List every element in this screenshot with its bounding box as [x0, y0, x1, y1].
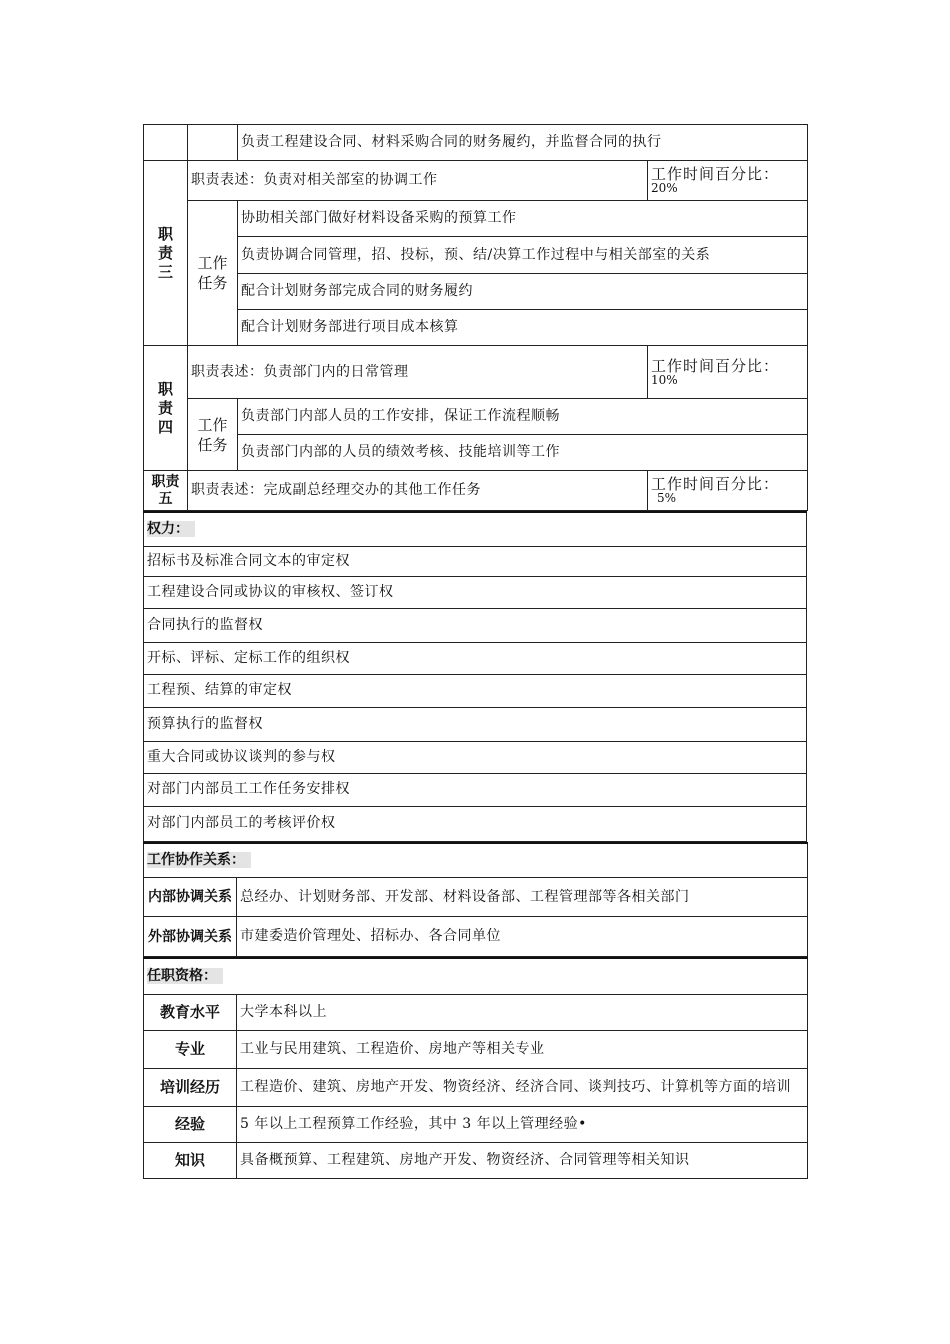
- duty5-percent-label: 工作时间百分比：: [651, 475, 780, 493]
- duty3-task-4: 配合计划财务部进行项目成本核算: [238, 310, 808, 346]
- authority-item: 对部门内部员工工作任务安排权: [144, 773, 807, 806]
- duty4-task-row: [144, 399, 808, 435]
- duty4-percent-value: 10%: [651, 372, 678, 387]
- duty5-label-text: 职责五: [151, 473, 180, 507]
- qualification-row: [144, 1106, 808, 1142]
- duty3-task-1: 协助相关部门做好材料设备采购的预算工作: [238, 201, 808, 237]
- authority-item: 开标、评标、定标工作的组织权: [144, 642, 807, 674]
- qualification-label: 专业: [144, 1030, 237, 1068]
- authority-item: 对部门内部员工的考核评价权: [144, 806, 807, 841]
- duty4-task-row: [144, 435, 808, 471]
- empty-cell: [188, 125, 238, 161]
- external-cooperation-value: 市建委造价管理处、招标办、各合同单位: [237, 917, 808, 957]
- duty5-label: [144, 471, 188, 511]
- duty3-task-row: [144, 310, 808, 346]
- duty3-task-row: [144, 201, 808, 237]
- qualifications-title: [144, 958, 808, 994]
- external-cooperation-row: [144, 917, 808, 957]
- duty4-label-text: 职责四: [157, 379, 173, 436]
- authority-item: 合同执行的监督权: [144, 608, 807, 642]
- qualifications-table: [143, 957, 808, 1179]
- qualification-value: 具备概预算、工程建筑、房地产开发、物资经济、合同管理等相关知识: [237, 1142, 808, 1178]
- qualification-row: [144, 1030, 808, 1068]
- duty4-tasks-label: [188, 399, 238, 471]
- authority-item: 预算执行的监督权: [144, 707, 807, 741]
- qualifications-title-text: 任职资格：: [147, 968, 223, 984]
- authority-row: [144, 576, 807, 608]
- duty4-task-1: 负责部门内部人员的工作安排，保证工作流程顺畅: [238, 399, 808, 435]
- duty3-description: 职责表述：负责对相关部室的协调工作: [188, 161, 648, 201]
- authority-row: [144, 608, 807, 642]
- duty4-description: 职责表述：负责部门内的日常管理: [188, 346, 648, 399]
- duty3-percent-cell: [648, 161, 808, 201]
- duty3-task-3: 配合计划财务部完成合同的财务履约: [238, 274, 808, 310]
- duty5-row: [144, 471, 808, 511]
- internal-cooperation-row: [144, 878, 808, 917]
- duty3-task-row: [144, 274, 808, 310]
- authority-row: [144, 707, 807, 741]
- authority-item: 招标书及标准合同文本的审定权: [144, 546, 807, 576]
- qualification-value: 大学本科以上: [237, 994, 808, 1030]
- qualification-value: 工程造价、建筑、房地产开发、物资经济、经济合同、谈判技巧、计算机等方面的培训: [237, 1068, 808, 1106]
- qualification-label: 教育水平: [144, 994, 237, 1030]
- authority-header-row: [144, 512, 807, 546]
- cooperation-header-row: [144, 843, 808, 878]
- duty5-description: 职责表述：完成副总经理交办的其他工作任务: [188, 471, 648, 511]
- qualification-label: 经验: [144, 1106, 237, 1142]
- duty3-tasks-label: [188, 201, 238, 346]
- internal-cooperation-label: 内部协调关系: [144, 878, 237, 917]
- authority-table: [143, 511, 807, 842]
- duty4-percent-label: 工作时间百分比：: [651, 356, 780, 375]
- duty4-tasks-label-text: 工作任务: [197, 415, 228, 454]
- duty-continuation-row: [144, 125, 808, 161]
- duty3-label: [144, 161, 188, 346]
- qualification-label: 培训经历: [144, 1068, 237, 1106]
- duty4-label: [144, 346, 188, 471]
- authority-row: [144, 773, 807, 806]
- duty3-task-row: [144, 237, 808, 274]
- duty3-label-text: 职责三: [157, 224, 173, 281]
- external-cooperation-label: 外部协调关系: [144, 917, 237, 957]
- duties-table: [143, 124, 808, 511]
- qualification-value: 5 年以上工程预算工作经验，其中 3 年以上管理经验•: [237, 1106, 808, 1142]
- authority-row: [144, 546, 807, 576]
- internal-cooperation-value: 总经办、计划财务部、开发部、材料设备部、工程管理部等各相关部门: [237, 878, 808, 917]
- duty5-percent-value: 5%: [657, 491, 677, 505]
- authority-item: 工程建设合同或协议的审核权、签订权: [144, 576, 807, 608]
- authority-title-text: 权力：: [147, 521, 195, 537]
- duty3-tasks-label-text: 工作任务: [197, 254, 228, 292]
- duty3-percent-label: 工作时间百分比：: [651, 165, 780, 183]
- qualifications-header-row: [144, 958, 808, 994]
- empty-cell: [144, 125, 188, 161]
- duty5-percent-cell: [648, 471, 808, 511]
- cooperation-title-text: 工作协作关系：: [147, 852, 251, 868]
- duty4-percent-cell: [648, 346, 808, 399]
- qualification-row: [144, 994, 808, 1030]
- authority-item: 重大合同或协议谈判的参与权: [144, 741, 807, 773]
- authority-row: [144, 741, 807, 773]
- duty3-percent-value: 20%: [651, 181, 678, 195]
- task-cell: 负责工程建设合同、材料采购合同的财务履约，并监督合同的执行: [238, 125, 808, 161]
- cooperation-title: [144, 843, 808, 878]
- job-description-page: [143, 124, 807, 1179]
- qualification-label: 知识: [144, 1142, 237, 1178]
- authority-row: [144, 806, 807, 841]
- authority-row: [144, 674, 807, 707]
- duty3-description-row: [144, 161, 808, 201]
- duty4-task-2: 负责部门内部的人员的绩效考核、技能培训等工作: [238, 435, 808, 471]
- qualification-row: [144, 1068, 808, 1106]
- qualification-value: 工业与民用建筑、工程造价、房地产等相关专业: [237, 1030, 808, 1068]
- authority-title: [144, 512, 807, 546]
- qualification-row: [144, 1142, 808, 1178]
- authority-row: [144, 642, 807, 674]
- authority-item: 工程预、结算的审定权: [144, 674, 807, 707]
- cooperation-table: [143, 842, 808, 958]
- duty3-task-2: 负责协调合同管理，招、投标，预、结/决算工作过程中与相关部室的关系: [238, 237, 808, 274]
- duty4-description-row: [144, 346, 808, 399]
